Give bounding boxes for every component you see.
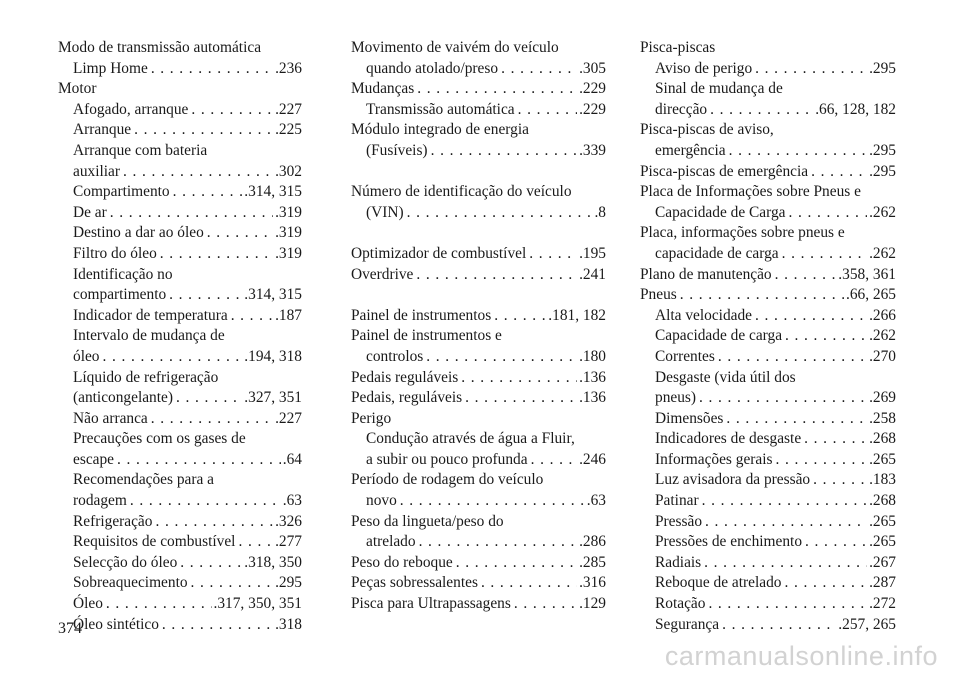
entry-page-ref[interactable]: .236: [275, 59, 302, 77]
entry-term: Plano de manutenção: [640, 265, 772, 283]
index-entry: [351, 79, 606, 100]
entry-term: Peso do reboque: [351, 553, 453, 571]
dot-leader: [166, 285, 242, 306]
dot-leader: [715, 347, 867, 368]
entry-page-ref[interactable]: .266: [869, 306, 896, 324]
index-entry: [640, 38, 896, 59]
entry-page-ref[interactable]: .295: [869, 59, 896, 77]
index-entry: [640, 265, 896, 286]
entry-term: Transmissão automática: [366, 100, 515, 118]
dot-leader: [120, 162, 273, 183]
entry-term: Motor: [58, 80, 97, 98]
dot-leader: [462, 388, 577, 409]
dot-leader: [773, 450, 868, 471]
entry-term: Capacidade de Carga: [655, 203, 786, 221]
index-entry: [58, 368, 302, 389]
entry-term: Selecção do óleo: [73, 553, 178, 571]
index-entry: [640, 244, 896, 265]
entry-page-ref[interactable]: .8: [594, 203, 606, 221]
dot-leader: [526, 244, 577, 265]
entry-term: Líquido de refrigeração: [73, 368, 219, 386]
index-entry: [640, 59, 896, 80]
entry-term: capacidade de carga: [655, 244, 779, 262]
entry-page-ref[interactable]: .286: [579, 533, 606, 551]
index-entry: [351, 532, 606, 553]
index-entry: [351, 326, 606, 347]
entry-page-ref[interactable]: .327, 351: [244, 389, 302, 407]
entry-page-ref[interactable]: .225: [275, 121, 302, 139]
index-entry: [640, 182, 896, 203]
entry-page-ref[interactable]: .295: [275, 574, 302, 592]
entry-page-ref[interactable]: .314, 315: [244, 286, 302, 304]
entry-page-ref[interactable]: .270: [869, 347, 896, 365]
entry-spacer: [351, 223, 606, 244]
dot-leader: [810, 470, 867, 491]
entry-term: Patinar: [655, 492, 699, 510]
dot-leader: [515, 100, 577, 121]
index-entry: [58, 409, 302, 430]
index-entry: [58, 532, 302, 553]
entry-page-ref[interactable]: .241: [579, 265, 606, 283]
entry-page-ref[interactable]: .64: [282, 450, 302, 468]
entry-term: Perigo: [351, 409, 392, 427]
dot-leader: [397, 491, 585, 512]
index-entry: [640, 532, 896, 553]
dot-leader: [107, 203, 273, 224]
index-entry: [640, 409, 896, 430]
entry-term: Aviso de perigo: [655, 59, 753, 77]
dot-leader: [707, 100, 813, 121]
entry-term: Destino a dar ao óleo: [73, 224, 204, 242]
index-entry: [351, 594, 606, 615]
index-entry: [351, 100, 606, 121]
entry-page-ref[interactable]: .319: [275, 203, 302, 221]
entry-term: a subir ou pouco profunda: [366, 450, 528, 468]
entry-page-ref[interactable]: .63: [586, 492, 606, 510]
entry-page-ref[interactable]: .180: [579, 347, 606, 365]
entry-term: Overdrive: [351, 265, 414, 283]
dot-leader: [478, 573, 577, 594]
index-entry: [58, 326, 302, 347]
entry-page-ref[interactable]: .265: [869, 450, 896, 468]
index-entry: [58, 553, 302, 574]
entry-term: Pneus: [640, 286, 677, 304]
dot-leader: [785, 203, 867, 224]
index-entry: [640, 553, 896, 574]
index-entry: [351, 553, 606, 574]
entry-term: Movimento de vaivém do veículo: [351, 39, 559, 56]
entry-term: Pedais, reguláveis: [351, 389, 463, 407]
entry-term: Óleo: [73, 595, 103, 613]
entry-page-ref[interactable]: .257, 265: [838, 615, 896, 633]
dot-leader: [423, 347, 577, 368]
index-entry: [351, 409, 606, 430]
entry-term: Arranque com bateria: [73, 141, 208, 159]
entry-term: Luz avisadora da pressão: [655, 471, 811, 489]
entry-term: Pisca-piscas de aviso,: [640, 121, 774, 139]
entry-term: Condução através de água a Fluir,: [366, 430, 575, 448]
dot-leader: [204, 223, 273, 244]
entry-term: Intervalo de mudança de: [73, 327, 225, 345]
index-entry: [351, 512, 606, 533]
index-entry: [58, 38, 302, 59]
entry-term: Compartimento: [73, 183, 170, 201]
entry-term: rodagem: [73, 492, 127, 510]
index-entry: [640, 79, 896, 100]
dot-leader: [127, 491, 281, 512]
index-entry: [351, 347, 606, 368]
entry-term: Pisca-piscas: [640, 39, 716, 56]
dot-leader: [170, 182, 243, 203]
dot-leader: [228, 306, 273, 327]
watermark-logo: carmanualsonline.info: [664, 641, 938, 671]
entry-page-ref[interactable]: .285: [579, 553, 606, 571]
dot-leader: [699, 491, 867, 512]
index-entry: [58, 491, 302, 512]
dot-leader: [491, 306, 546, 327]
index-entry: [58, 162, 302, 183]
dot-leader: [177, 553, 242, 574]
entry-page-ref[interactable]: .318: [275, 615, 302, 633]
entry-term: Placa, informações sobre pneus e: [640, 224, 845, 242]
index-column-1: [58, 38, 302, 635]
entry-page-ref[interactable]: .317, 350, 351: [213, 595, 302, 613]
entry-page-ref[interactable]: .326: [275, 512, 302, 530]
index-entry: [58, 203, 302, 224]
dot-leader: [723, 409, 867, 430]
index-entry: [640, 450, 896, 471]
index-entry: [640, 491, 896, 512]
dot-leader: [188, 573, 274, 594]
entry-term: Filtro do óleo: [73, 244, 157, 262]
entry-page-ref[interactable]: .66, 265: [845, 286, 896, 304]
dot-leader: [772, 265, 837, 286]
entry-page-ref[interactable]: .319: [275, 224, 302, 242]
index-entry: [58, 573, 302, 594]
index-entry: [640, 223, 896, 244]
index-entry: [58, 388, 302, 409]
entry-term: controlos: [366, 347, 424, 365]
entry-spacer: [351, 285, 606, 306]
entry-page-ref[interactable]: .181, 182: [548, 306, 606, 324]
entry-term: Dimensões: [655, 409, 724, 427]
entry-page-ref[interactable]: .136: [579, 368, 606, 386]
dot-leader: [705, 594, 867, 615]
index-entry: [58, 79, 302, 100]
dot-leader: [100, 347, 243, 368]
index-entry: [351, 368, 606, 389]
index-entry: [351, 38, 606, 59]
index-entry: [58, 265, 302, 286]
entry-page-ref[interactable]: .295: [869, 162, 896, 180]
entry-page-ref[interactable]: .269: [869, 389, 896, 407]
dot-leader: [428, 141, 577, 162]
index-entry: [58, 347, 302, 368]
entry-term: Indicadores de desgaste: [655, 430, 802, 448]
dot-leader: [148, 409, 273, 430]
entry-term: Painel de instrumentos e: [351, 327, 502, 345]
dot-leader: [808, 162, 867, 183]
index-entry: [58, 594, 302, 615]
index-entry: [640, 388, 896, 409]
entry-term: Refrigeração: [73, 512, 153, 530]
entry-term: (VIN): [366, 203, 404, 221]
dot-leader: [114, 450, 281, 471]
dot-leader: [782, 326, 867, 347]
entry-term: Informações gerais: [655, 450, 773, 468]
entry-term: Módulo integrado de energia: [351, 121, 529, 139]
entry-term: Optimizador de combustível: [351, 244, 527, 262]
index-entry: [640, 347, 896, 368]
dot-leader: [157, 244, 273, 265]
entry-page-ref[interactable]: .262: [869, 203, 896, 221]
entry-term: Desgaste (vida útil dos: [655, 368, 796, 386]
entry-page-ref[interactable]: .258: [869, 409, 896, 427]
entry-page-ref[interactable]: .277: [275, 533, 302, 551]
index-entry: [640, 203, 896, 224]
entry-term: (anticongelante): [73, 389, 173, 407]
entry-page-ref[interactable]: .272: [869, 595, 896, 613]
index-entry: [351, 573, 606, 594]
entry-term: Arranque: [73, 121, 132, 139]
entry-term: Pressão: [655, 512, 703, 530]
index-entry: [351, 388, 606, 409]
dot-leader: [152, 512, 273, 533]
dot-leader: [511, 594, 577, 615]
dot-leader: [414, 79, 577, 100]
dot-leader: [416, 532, 578, 553]
entry-term: Alta velocidade: [655, 306, 753, 324]
entry-page-ref[interactable]: .63: [282, 492, 302, 510]
dot-leader: [159, 615, 273, 636]
entry-term: Pressões de enchimento: [655, 533, 803, 551]
entry-term: Limp Home: [73, 59, 148, 77]
dot-leader: [173, 388, 242, 409]
page-number: 374: [58, 620, 82, 637]
entry-spacer: [351, 162, 606, 183]
entry-term: Rotação: [655, 595, 706, 613]
entry-term: compartimento: [73, 286, 167, 304]
index-entry: [351, 120, 606, 141]
entry-page-ref[interactable]: .305: [579, 59, 606, 77]
entry-page-ref[interactable]: .195: [579, 244, 606, 262]
dot-leader: [188, 100, 273, 121]
entry-page-ref[interactable]: .267: [869, 553, 896, 571]
entry-term: Capacidade de carga: [655, 327, 783, 345]
index-entry: [351, 429, 606, 450]
entry-term: Afogado, arranque: [73, 100, 189, 118]
entry-page-ref[interactable]: .358, 361: [838, 265, 896, 283]
entry-page-ref[interactable]: .268: [869, 430, 896, 448]
index-entry: [58, 450, 302, 471]
entry-term: Recomendações para a: [73, 471, 215, 489]
index-entry: [640, 594, 896, 615]
entry-term: Sinal de mudança de: [655, 80, 783, 98]
dot-leader: [752, 306, 867, 327]
entry-page-ref[interactable]: .129: [579, 595, 606, 613]
dot-leader: [458, 368, 577, 389]
dot-leader: [498, 59, 577, 80]
entry-page-ref[interactable]: .136: [579, 389, 606, 407]
entry-term: Correntes: [655, 347, 715, 365]
entry-page-ref[interactable]: .287: [869, 574, 896, 592]
entry-term: Peso da lingueta/peso do: [351, 512, 504, 530]
index-entry: [351, 141, 606, 162]
entry-term: Mudanças: [351, 80, 415, 98]
entry-term: Período de rodagem do veículo: [351, 471, 544, 489]
dot-leader: [677, 285, 844, 306]
entry-term: Radiais: [655, 553, 702, 571]
entry-term: Requisitos de combustível: [73, 533, 236, 551]
index-entry: [351, 491, 606, 512]
entry-term: Indicador de temperatura: [73, 306, 228, 324]
index-entry: [58, 470, 302, 491]
entry-term: auxiliar: [73, 162, 121, 180]
entry-page-ref[interactable]: .246: [579, 450, 606, 468]
entry-term: Precauções com os gases de: [73, 430, 246, 448]
dot-leader: [782, 573, 868, 594]
dot-leader: [752, 59, 867, 80]
index-entry: [58, 429, 302, 450]
dot-leader: [404, 203, 593, 224]
entry-term: Painel de instrumentos: [351, 306, 492, 324]
index-entry: [640, 615, 896, 636]
index-entry: [58, 306, 302, 327]
dot-leader: [413, 265, 577, 286]
dot-leader: [802, 532, 867, 553]
entry-term: atrelado: [366, 533, 416, 551]
entry-term: quando atolado/preso: [366, 59, 499, 77]
entry-term: óleo: [73, 347, 100, 365]
index-entry: [640, 470, 896, 491]
entry-page-ref[interactable]: .265: [869, 512, 896, 530]
entry-term: novo: [366, 492, 397, 510]
entry-page-ref[interactable]: .316: [579, 574, 606, 592]
entry-term: Pisca-piscas de emergência: [640, 162, 809, 180]
index-entry: [640, 368, 896, 389]
entry-page-ref[interactable]: .262: [869, 327, 896, 345]
entry-term: Reboque de atrelado: [655, 574, 782, 592]
index-column-3: [640, 38, 896, 635]
entry-page-ref[interactable]: .227: [275, 100, 302, 118]
entry-page-ref[interactable]: .229: [579, 80, 606, 98]
index-entry: [351, 59, 606, 80]
entry-page-ref[interactable]: .314, 315: [244, 183, 302, 201]
index-entry: [640, 285, 896, 306]
index-entry: [58, 182, 302, 203]
index-entry: [351, 182, 606, 203]
index-entry: [351, 306, 606, 327]
entry-term: Segurança: [655, 615, 720, 633]
dot-leader: [779, 244, 867, 265]
entry-term: Número de identificação do veículo: [351, 183, 572, 201]
dot-leader: [131, 120, 273, 141]
index-entry: [58, 141, 302, 162]
entry-page-ref[interactable]: .339: [579, 141, 606, 159]
entry-term: Pedais reguláveis: [351, 368, 459, 386]
entry-page-ref[interactable]: .262: [869, 244, 896, 262]
index-entry: [351, 244, 606, 265]
entry-page-ref[interactable]: .183: [869, 471, 896, 489]
dot-leader: [726, 141, 867, 162]
entry-term: De ar: [73, 203, 107, 221]
dot-leader: [528, 450, 577, 471]
dot-leader: [801, 429, 867, 450]
index-entry: [640, 141, 896, 162]
entry-term: Placa de Informações sobre Pneus e: [640, 183, 861, 201]
index-entry: [640, 429, 896, 450]
entry-term: Óleo sintético: [73, 615, 159, 633]
index-entry: [640, 573, 896, 594]
index-entry: [351, 265, 606, 286]
dot-leader: [235, 532, 273, 553]
index-entry: [640, 100, 896, 121]
entry-term: escape: [73, 450, 115, 468]
index-entry: [58, 615, 302, 636]
index-entry: [351, 203, 606, 224]
entry-term: Não arranca: [73, 409, 148, 427]
entry-term: Peças sobressalentes: [351, 574, 478, 592]
index-entry: [640, 512, 896, 533]
index-entry: [640, 326, 896, 347]
index-entry: [58, 285, 302, 306]
dot-leader: [696, 388, 867, 409]
entry-term: Pisca para Ultrapassagens: [351, 595, 511, 613]
entry-term: Identificação no: [73, 265, 173, 283]
index-entry: [640, 306, 896, 327]
entry-page-ref[interactable]: .187: [275, 306, 302, 324]
index-entry: [58, 244, 302, 265]
entry-term: Modo de transmissão automática: [58, 39, 262, 56]
dot-leader: [719, 615, 836, 636]
index-column-2: [351, 38, 606, 615]
index-entry: [58, 120, 302, 141]
entry-page-ref[interactable]: .229: [579, 100, 606, 118]
dot-leader: [701, 553, 867, 574]
index-entry: [640, 120, 896, 141]
entry-term: (Fusíveis): [366, 141, 428, 159]
dot-leader: [702, 512, 867, 533]
entry-page-ref[interactable]: .319: [275, 244, 302, 262]
index-entry: [58, 512, 302, 533]
dot-leader: [103, 594, 212, 615]
index-entry: [351, 450, 606, 471]
entry-term: pneus): [655, 389, 697, 407]
index-entry: [58, 59, 302, 80]
entry-page-ref[interactable]: .194, 318: [244, 347, 302, 365]
entry-page-ref[interactable]: .268: [869, 492, 896, 510]
entry-page-ref[interactable]: .227: [275, 409, 302, 427]
dot-leader: [148, 59, 273, 80]
dot-leader: [453, 553, 577, 574]
entry-term: emergência: [655, 141, 726, 159]
entry-term: Sobreaquecimento: [73, 574, 188, 592]
entry-page-ref[interactable]: .66, 128, 182: [815, 100, 896, 118]
index-entry: [58, 223, 302, 244]
entry-page-ref[interactable]: .265: [869, 533, 896, 551]
entry-term: direcção: [655, 100, 708, 118]
entry-page-ref[interactable]: .318, 350: [244, 553, 302, 571]
index-entry: [640, 162, 896, 183]
index-entry: [351, 470, 606, 491]
entry-page-ref[interactable]: .302: [275, 162, 302, 180]
entry-page-ref[interactable]: .295: [869, 141, 896, 159]
index-entry: [58, 100, 302, 121]
